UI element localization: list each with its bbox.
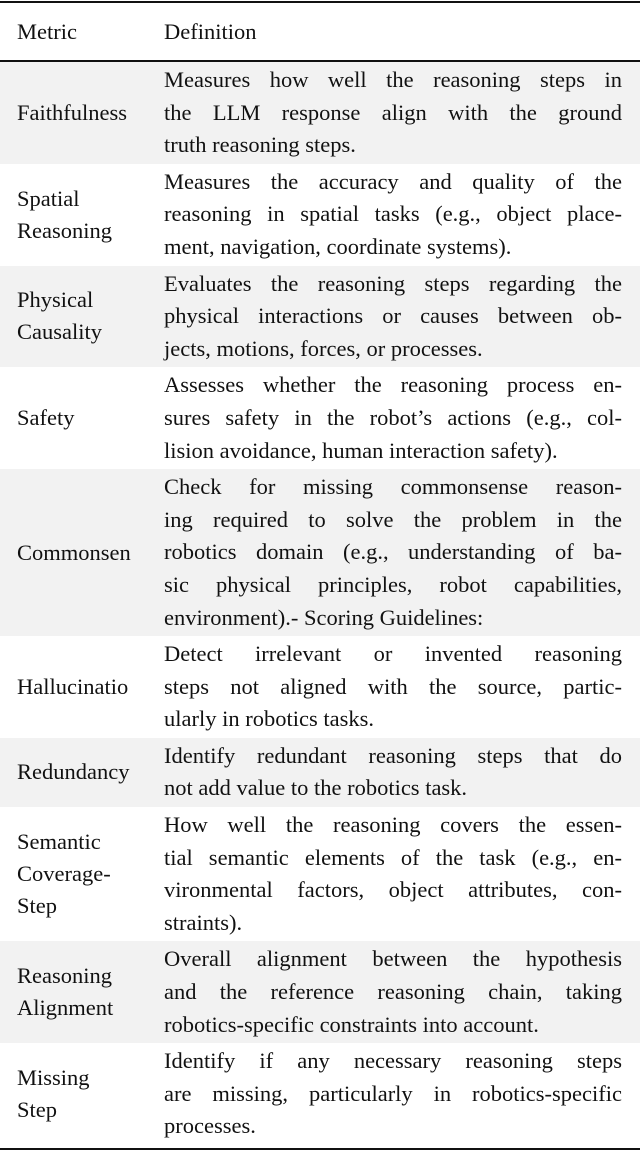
metric-name-line: Coverage- [17,861,111,887]
table-body [0,62,640,1145]
definition-line: processes. [164,1113,256,1139]
definition-line: Identify if any necessary reasoning steps [164,1048,622,1074]
definition-line: How well the reasoning covers the essen- [164,812,622,838]
definition-line: sures safety in the robot’s actions (e.g., col- [164,404,622,430]
metric-name-line: Commonsen [17,539,131,565]
definition-line: and the reference reasoning chain, taking [164,979,622,1005]
metric-cell [0,1062,164,1126]
definition-line: the LLM response align with the ground [164,99,622,125]
definition-line: steps not aligned with the source, partic- [164,673,622,699]
definition-line: are missing, particularly in robotics-specific [164,1080,622,1106]
definition-line: reasoning in spatial tasks (e.g., object place- [164,201,622,227]
metric-cell [0,826,164,922]
metric-name-line: Missing [17,1065,90,1091]
metric-cell [0,402,164,434]
metric-cell [0,183,164,247]
metric-name-line: Spatial [17,185,80,211]
definition-line: straints). [164,909,243,935]
table-row [0,367,640,469]
definition-line: Identify redundant reasoning steps that do [164,742,622,768]
definition-line: Detect irrelevant or invented reasoning [164,641,622,667]
definition-line: Measures the accuracy and quality of the [164,168,622,194]
metric-name-line: Physical [17,287,94,313]
metric-name-line: Reasoning [17,963,112,989]
definition-line: jects, motions, forces, or processes. [164,335,483,361]
definition-cell [164,369,622,467]
header-metric: Metric [17,18,77,44]
definition-cell [164,1045,622,1143]
definition-cell [164,471,622,634]
definition-line: Overall alignment between the hypothesis [164,946,622,972]
definition-line: ing required to solve the problem in the [164,506,622,532]
definition-line: vironmental factors, object attributes, con- [164,877,622,903]
metric-cell [0,671,164,703]
metric-cell [0,537,164,569]
metric-name-line: Safety [17,405,75,431]
definition-cell [164,809,622,939]
metric-name-line: Step [17,893,58,919]
metric-cell [0,97,164,129]
metric-cell [0,284,164,348]
metric-name-line: Reasoning [17,217,112,243]
table-header [0,3,640,60]
definition-line: robotics domain (e.g., understanding of ba- [164,539,622,565]
definition-cell [164,740,622,805]
header-definition: Definition [164,18,257,44]
metric-name-line: Alignment [17,995,114,1021]
table-row [0,941,640,1043]
definition-line: Assesses whether the reasoning process en- [164,372,622,398]
table-row [0,807,640,941]
metric-name-line: Semantic [17,829,101,855]
table-row [0,636,640,738]
metric-cell [0,756,164,788]
definition-cell [164,64,622,162]
definition-line: Measures how well the reasoning steps in [164,67,622,92]
metrics-table [0,1,640,1150]
definition-cell [164,166,622,264]
definition-cell [164,638,622,736]
definition-line: Evaluates the reasoning steps regarding the [164,270,622,296]
definition-line: robotics-specific constraints into account. [164,1011,539,1037]
table-row [0,1043,640,1145]
metric-name-line: Hallucinatio [17,673,129,699]
table-row [0,164,640,266]
definition-line: sic physical principles, robot capabilities, [164,571,622,597]
metric-name-line: Causality [17,319,102,345]
table-row [0,62,640,164]
metric-name-line: Redundancy [17,759,130,785]
definition-line: environment).- Scoring Guidelines: [164,604,484,630]
metric-name-line: Faithfulness [17,99,127,125]
metric-cell [0,960,164,1024]
definition-line: not add value to the robotics task. [164,775,468,801]
definition-line: Check for missing commonsense reason- [164,474,622,500]
definition-line: physical interactions or causes between ob- [164,303,622,329]
definition-line: tial semantic elements of the task (e.g., en- [164,844,622,870]
definition-line: truth reasoning steps. [164,132,356,158]
definition-cell [164,943,622,1041]
bottom-rule [0,1148,640,1150]
definition-line: ularly in robotics tasks. [164,706,374,732]
table-row [0,469,640,636]
definition-cell [164,268,622,366]
table-row [0,266,640,368]
metric-name-line: Step [17,1097,58,1123]
table-row [0,738,640,807]
definition-line: lision avoidance, human interaction safety). [164,437,558,463]
definition-line: ment, navigation, coordinate systems). [164,233,512,259]
